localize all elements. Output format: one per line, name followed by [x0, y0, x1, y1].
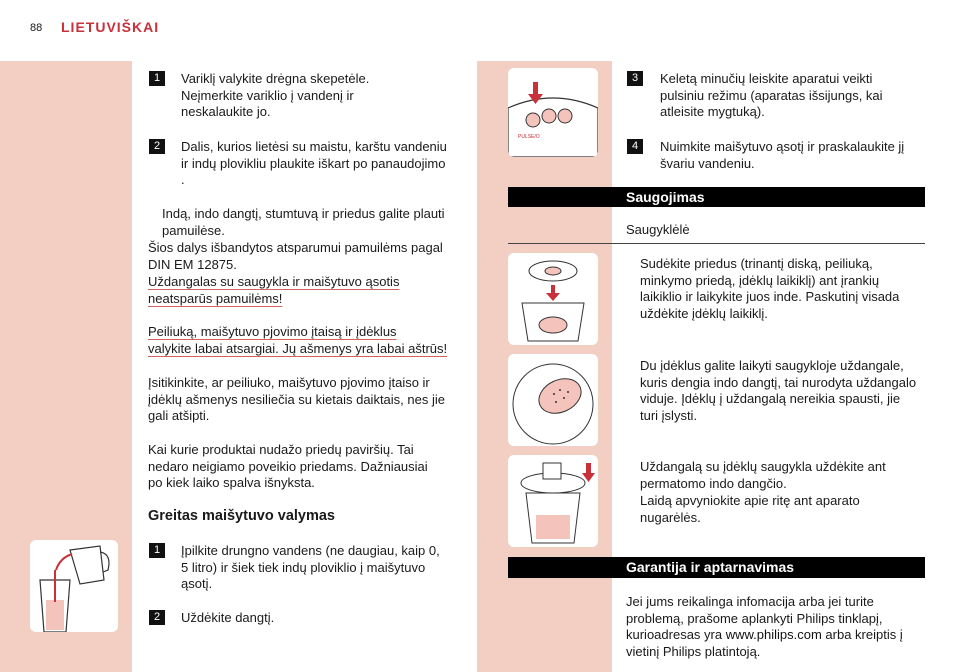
- step-text: Keletą minučių leiskite aparatui veikti pulsiniu režimu (aparatas išsijungs, kai atleisite mygtuką).: [660, 71, 883, 119]
- blade-note: Įsitikinkite, ar peiliuko, maišytuvo pjovimo įtaiso ir įdėklų ašmenys nesiliečia su kietais daiktais, nes jie gali atšipti.: [148, 375, 445, 423]
- pulse-button-illustration: [508, 68, 598, 157]
- din-note-line: Šios dalys išbandytos atsparumui pamuilėms pagal: [148, 240, 443, 255]
- step-text: Variklį valykite drėgna skepetėle. Neįmerkite variklio į vandenį ir neskalaukite jo.: [181, 71, 370, 119]
- warning-line: Uždangalas su saugykla ir maišytuvo ąsotis: [148, 274, 400, 289]
- warning-line: neatsparūs pamuilėms!: [148, 291, 283, 306]
- arrow-down-icon: [546, 293, 560, 301]
- step-number: 1: [149, 71, 165, 86]
- step-number: 1: [149, 543, 165, 558]
- jug-icon: [30, 540, 118, 632]
- divider: [508, 243, 925, 244]
- step-text: Uždėkite dangtį.: [181, 610, 275, 625]
- storage-text: Uždangalą su įdėklų saugykla uždėkite ant permatomo indo dangčio.: [640, 459, 886, 491]
- storage-subheading: Saugyklėlė: [626, 222, 690, 237]
- warranty-text-end: arba kreiptis į vietinį Philips platintoją.: [626, 627, 903, 659]
- step-number: 3: [627, 71, 643, 86]
- warranty-text: [626, 594, 921, 660]
- language-title: LIETUVIŠKAI: [61, 19, 160, 35]
- din-note-line: DIN EM 12875.: [148, 257, 237, 272]
- step-text: Įpilkite drungno vandens (ne daugiau, kaip 0, 5 litro) ir šiek tiek indų ploviklio į maišytuvo ąsotį.: [181, 543, 440, 591]
- step-text: Nuimkite maišytuvo ąsotį ir praskalaukite jį švariu vandeniu.: [660, 139, 905, 171]
- step-number: 4: [627, 139, 643, 154]
- color-note: Kai kurie produktai nudažo priedų paviršių. Tai nedaro neigiamo poveikio priedams. Dažniausiai po kiek laiko spalva išnyksta.: [148, 442, 428, 490]
- storage-text: Laidą apvyniokite apie ritę ant aparato nugarėlės.: [640, 493, 860, 525]
- storage-text: Du įdėklus galite laikyti saugykloje uždangale, kuris dengia indo dangtį, tai nurodyta uždangalo viduje. Įdėklų į uždangalą nereikia spausti, jie turi įslysti.: [640, 358, 917, 423]
- storage-text: Sudėkite priedus (trinantį diską, peiliuką, minkymo priedą, įdėklų laikiklį) ant įrankių laikiklio ir laikykite juos inde. Paskutinį visada uždėkite įdėklų laikiklį.: [640, 256, 900, 321]
- step-text: Dalis, kurios lietėsi su maistu, karštu vandeniu ir indų plovikliu plaukite iškart po panaudojimo .: [181, 139, 447, 187]
- page-number: 88: [30, 22, 43, 34]
- warning-line: Peiliuką, maišytuvo pjovimo įtaisą ir įdėklus: [148, 324, 397, 339]
- cover-placement-illustration: [508, 455, 598, 547]
- accessory-storage-illustration: [508, 253, 598, 345]
- dishwasher-note: Indą, indo dangtį, stumtuvą ir priedus galite plauti pamuilėse.: [162, 206, 445, 238]
- warranty-text-start: Jei jums reikalinga infomacija arba jei turite problemą, prašome aplankyti Philips tinklapį, kurioadresas yra: [626, 594, 883, 642]
- warning-line: valykite labai atsargiai. Jų ašmenys yra labai aštrūs!: [148, 341, 448, 356]
- step-number: 2: [149, 610, 165, 625]
- section-bar-storage: Saugojimas: [508, 187, 925, 207]
- step-number: 2: [149, 139, 165, 154]
- section-bar-warranty: Garantija ir aptarnavimas: [508, 557, 925, 578]
- pulse-label: PULSE/O: [518, 134, 540, 140]
- insert-storage-illustration: [508, 354, 598, 446]
- section-heading: Greitas maišytuvo valymas: [148, 508, 335, 524]
- philips-link[interactable]: www.philips.com: [725, 627, 822, 642]
- pouring-water-illustration: [30, 540, 118, 632]
